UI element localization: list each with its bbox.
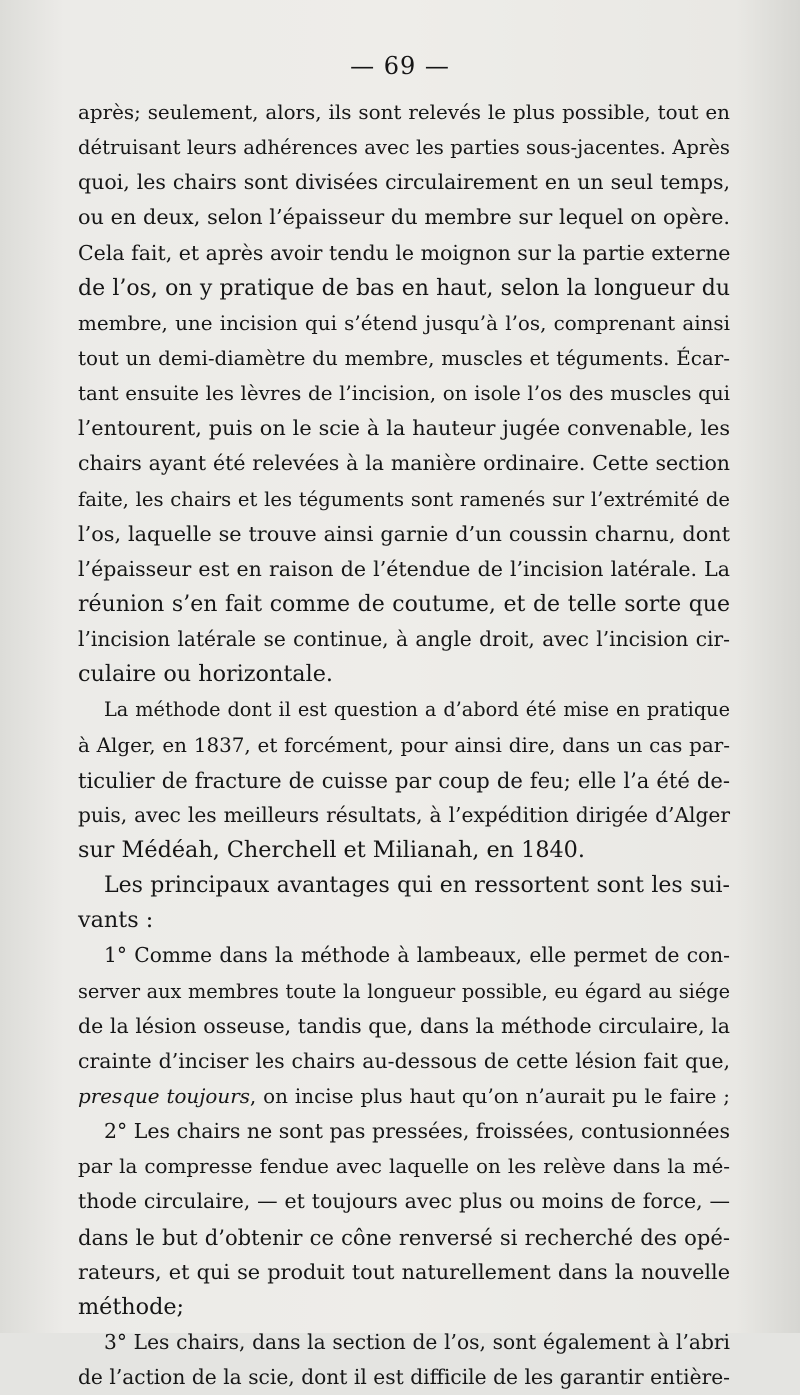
text-line: ticulier de fracture de cuisse par coup de feu; elle l’a été de- [78,767,730,793]
text-line: rateurs, et qui se produit tout naturellement dans la nouvelle [78,1259,730,1284]
text-line: presque toujours, on incise plus haut qu’on n’aurait pu le faire ; [78,1084,730,1108]
text-line: 1° Comme dans la méthode à lambeaux, elle permet de con- [104,943,730,968]
text-line: réunion s’en fait comme de coutume, et de telle sorte que [78,591,730,617]
text-line: tout un demi-diamètre du membre, muscles et téguments. Écar- [78,346,730,370]
text-line: Les principaux avantages qui en ressortent sont les sui- [104,873,730,899]
text-line: membre, une incision qui s’étend jusqu’à l’os, comprenant ainsi [78,311,730,335]
text-line: 2° Les chairs ne sont pas pressées, froissées, contusionnées [104,1119,731,1144]
text-line: l’incision latérale se continue, à angle droit, avec l’incision cir- [78,627,730,652]
body-text [78,95,730,1395]
text-line: l’épaisseur est en raison de l’étendue de l’incision latérale. La [78,556,730,581]
emphasis-text: presque toujours [78,1084,250,1108]
text-line: l’entourent, puis on le scie à la hauteur jugée convenable, les [78,416,730,441]
text-line: de l’os, on y pratique de bas en haut, selon la longueur du [78,275,730,301]
text-line: de la lésion osseuse, tandis que, dans la méthode circulaire, la [78,1013,730,1038]
text-line: faite, les chairs et les téguments sont ramenés sur l’extrémité de [78,487,730,511]
text-line: tant ensuite les lèvres de l’incision, on isole l’os des muscles qui [78,382,730,406]
text-line: après; seulement, alors, ils sont relevés le plus possible, tout en [78,101,730,124]
text-line: server aux membres toute la longueur possible, eu égard au siége [78,979,730,1003]
text-line: ou en deux, selon l’épaisseur du membre sur lequel on opère. [78,205,730,230]
text-line: dans le but d’obtenir ce cône renversé si recherché des opé- [78,1224,730,1250]
text-line: chairs ayant été relevées à la manière ordinaire. Cette section [78,451,730,476]
text-line: quoi, les chairs sont divisées circulairement en un seul temps, [78,170,730,195]
text-line: puis, avec les meilleurs résultats, à l’expédition dirigée d’Alger [78,802,730,827]
text-line: détruisant leurs adhérences avec les parties sous-jacentes. Après [78,136,730,160]
text-line: vants : [78,907,154,934]
page-number: — 69 — [350,52,450,80]
text-line: l’os, laquelle se trouve ainsi garnie d’un coussin charnu, dont [78,521,730,546]
text-line: par la compresse fendue avec laquelle on les relève dans la mé- [78,1155,730,1179]
text-line: 3° Les chairs, dans la section de l’os, sont également à l’abri [104,1329,730,1354]
text-line: thode circulaire, — et toujours avec plus ou moins de force, — [78,1189,730,1214]
text-line: sur Médéah, Cherchell et Milianah, en 1840. [78,836,585,863]
text-line: Cela fait, et après avoir tendu le moignon sur la partie externe [78,240,731,265]
text-line: de l’action de la scie, dont il est difficile de les garantir entière- [78,1365,730,1390]
text-line: méthode; [78,1293,185,1320]
text-line: La méthode dont il est question a d’abord été mise en pratique [104,698,730,722]
text-line: à Alger, en 1837, et forcément, pour ainsi dire, dans un cas par- [78,733,730,757]
text-line: crainte d’inciser les chairs au-dessous de cette lésion fait que, [78,1048,730,1073]
text-line: culaire ou horizontale. [78,661,333,688]
